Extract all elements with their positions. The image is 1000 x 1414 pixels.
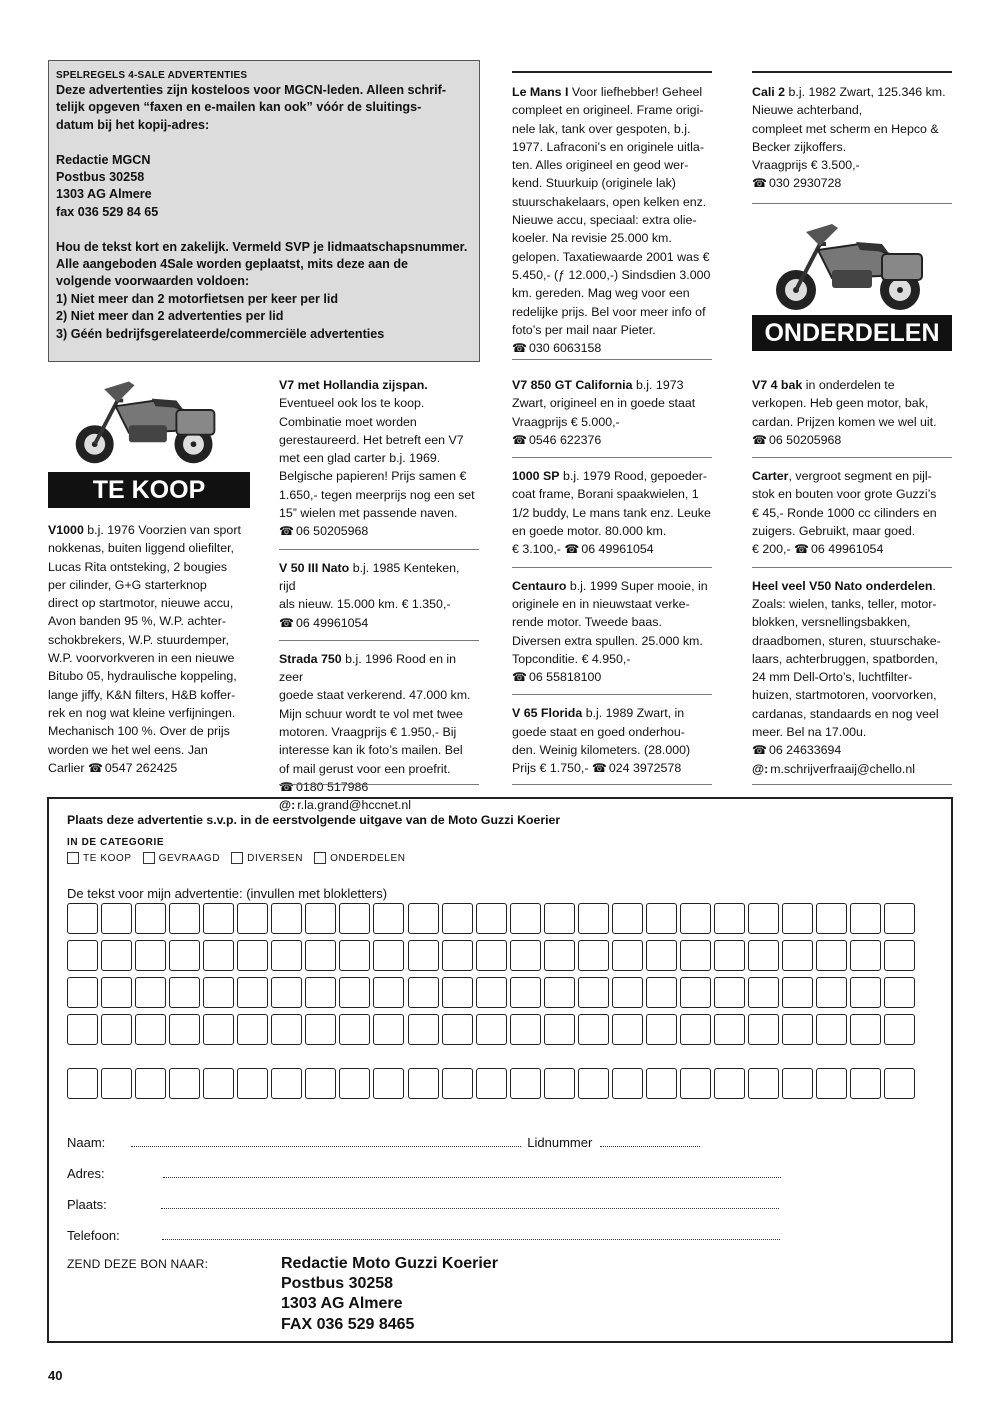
letter-box[interactable] [850,1068,881,1099]
letter-box[interactable] [203,1068,234,1099]
rules-address-1: Redactie MGCN [56,152,151,167]
ad-phone: 0546 622376 [528,432,602,447]
letter-box[interactable] [101,1068,132,1099]
letter-box[interactable] [373,1014,404,1045]
letter-box[interactable] [510,903,541,934]
ad-phone: 06 50205968 [295,524,369,539]
phone-icon: ☎ [752,743,767,758]
ad-name: V7 met Hollandia zijspan. [279,378,428,392]
letter-box[interactable] [578,940,609,971]
letter-box[interactable] [271,940,302,971]
letter-box[interactable] [408,940,439,971]
ad-email[interactable]: m.schrijverfraaij@chello.nl [770,761,916,776]
rules-address-2: Postbus 30258 [56,170,145,185]
ad-phone: 030 2930728 [768,176,842,191]
ad-phone: 06 49961054 [810,542,884,557]
letter-box[interactable] [646,940,677,971]
naam-input[interactable] [131,1146,521,1147]
rules-box [48,60,480,362]
rules-condition-5: 2) Niet meer dan 2 advertenties per lid [56,309,284,324]
ad-carter: Carter, vergroot segment en pijl- stok en bouten voor grote Guzzi’s € 45,- Ronde 1000 cc cilinders en zuigers. Gebruikt, maar goed. € 200,- ☎ 06 49961054 [752,469,937,557]
divider [512,694,712,695]
letter-box[interactable] [271,1068,302,1099]
ad-name: Centauro [512,578,567,593]
divider [752,457,952,458]
ad-phone: 024 3972578 [608,761,682,776]
column-top-rule [752,71,952,73]
ad-cali: Cali 2 b.j. 1982 Zwart, 125.346 km. Nieuwe achterband, compleet met scherm en Hepco & Becker zijkoffers. Vraagprijs € 3.500,- ☎ 030 2930728 [752,85,946,191]
ad-column-1 [48,521,248,777]
letter-box[interactable] [850,903,881,934]
ad-name: 1000 SP [512,469,560,484]
checkbox[interactable] [314,852,326,864]
letter-box[interactable] [442,977,473,1008]
letter-box[interactable] [714,1014,745,1045]
letter-box[interactable] [544,1014,575,1045]
letter-box[interactable] [816,1014,847,1045]
letter-box[interactable] [510,977,541,1008]
ad-phone: 0180 517986 [295,779,369,794]
letter-box[interactable] [782,1014,813,1045]
letter-box[interactable] [67,977,98,1008]
ad-phone: 06 49961054 [581,542,654,557]
ad-name: V7 850 GT California [512,378,633,392]
letter-box[interactable] [612,903,643,934]
rules-address-3: 1303 AG Almere [56,187,152,202]
letter-box[interactable] [884,1068,915,1099]
letter-box[interactable] [714,977,745,1008]
ad-lemans: Le Mans I Voor liefhebber! Geheel compleet en origineel. Frame origi- nele lak, tank over gespoten, b.j. 1977. Lafraconi’s en originele uitla- ten. Alles origineel en geod wer- kend. Stuurkuip (originele lak) stuurschakelaars, open kelken enz. Nieuwe accu, speciaal: extra olie- koeler. Na revisie 25.000 km. gelopen. Taxatiewaarde 2001 was € 5.450,- (ƒ 12.000,-) Sindsdien 3.000 km. gereden. Mag weg voor een redelijke prijs. Bel voor meer info of foto’s per mail naar Pieter. ☎ 030 6063158 [512,85,711,356]
divider [279,784,479,785]
ad-column-3 [512,376,712,778]
divider [279,640,479,641]
category-header-onderdelen: ONDERDELEN [752,315,952,351]
naam-label: Naam: [67,1135,106,1150]
letter-box[interactable] [442,903,473,934]
letter-box[interactable] [169,940,200,971]
letter-box[interactable] [373,903,404,934]
divider [279,549,479,550]
letter-box[interactable] [782,1068,813,1099]
plaats-row [67,1197,779,1212]
letter-box[interactable] [408,1068,439,1099]
ad-v1000: V1000 b.j. 1976 Voorzien van sport nokkenas, buiten liggend oliefilter, Lucas Rita ontsteking, 2 bougies per cilinder, G+G starterknop direct op startmotor, nieuwe accu, Avon banden 95 %, W.P. achter- schokbrekers, W.P. stuurdemper, W.P. voorvorkveren in een nieuwe Bitubo 05, hydraulische koppeling, lange jiffy, K&N filters, H&B koffer- rek en nog wat kleine verfijningen. Mechanisch 100 %. Over de prijs worden we het wel eens. Jan Carlier ☎ 0547 262425 [48,523,241,775]
letter-box[interactable] [373,1068,404,1099]
letter-box[interactable] [135,977,166,1008]
letter-box[interactable] [748,1014,779,1045]
divider [512,457,712,458]
email-icon: @: [752,761,769,776]
ad-name: Strada 750 [279,651,342,666]
letter-box[interactable] [748,903,779,934]
phone-icon: ☎ [512,670,527,685]
letter-box[interactable] [67,940,98,971]
letter-box[interactable] [67,1014,98,1045]
ad-v50-parts: Heel veel V50 Nato onderdelen. Zoals: wielen, tanks, teller, motor- blokken, versnellingsbakken, draadbomen, sturen, stuurschake- laars, achterbruggen, spatborden, 24 mm Dell-Orto’s, luchtfilter- huizen, startmotoren, voorvorken, cardanas, standaards en nog veel meer. Bel na 17.00u. ☎ 06 24633694 @: m.schrijverfraaij@chello.nl [752,578,941,776]
ad-phone: 030 6063158 [528,341,602,356]
letter-box[interactable] [612,1014,643,1045]
letter-box[interactable] [646,1014,677,1045]
checkbox[interactable] [231,852,243,864]
rules-condition-2: Alle aangeboden 4Sale worden geplaatst, mits deze aan de [56,257,409,272]
ad-name: Carter [752,469,789,484]
letter-box[interactable] [203,1014,234,1045]
letter-box[interactable] [203,977,234,1008]
letter-box[interactable] [339,903,370,934]
ad-column-3-top [512,83,712,357]
letter-box[interactable] [578,1068,609,1099]
letter-box[interactable] [748,940,779,971]
divider [752,203,952,204]
letter-box[interactable] [442,1068,473,1099]
ad-phone: 06 49961054 [295,615,369,630]
letter-box[interactable] [67,1068,98,1099]
letter-box[interactable] [135,903,166,934]
letter-box[interactable] [101,1014,132,1045]
letter-box[interactable] [373,940,404,971]
letter-box[interactable] [578,903,609,934]
send-label: ZEND DEZE BON NAAR: [67,1257,209,1271]
phone-icon: ☎ [87,760,103,775]
ad-name: V1000 [48,523,84,537]
letter-box[interactable] [476,1014,507,1045]
letter-box[interactable] [850,977,881,1008]
letter-box[interactable] [271,1014,302,1045]
category-option-gevraagd[interactable]: GEVRAAGD [143,852,220,864]
ad-phone: 06 24633694 [768,743,842,758]
naam-row [67,1135,700,1150]
letter-box[interactable] [816,940,847,971]
letter-box[interactable] [612,1068,643,1099]
letter-box[interactable] [544,1068,575,1099]
ad-v7-hollandia: V7 met Hollandia zijspan. Eventueel ook los te koop. Combinatie moet worden gerestaureerd. Het betreft een V7 met een glad carter b.j. 1969. Belgische papieren! Prijs samen € 1.650,- tegen meerprijs nog een set 15” wielen met passende naven. ☎ 06 50205968 [279,378,475,539]
rules-title: SPELREGELS 4-SALE ADVERTENTIES [56,70,248,81]
letter-box[interactable] [680,1014,711,1045]
ad-v7-4bak: V7 4 bak in onderdelen te verkopen. Heb geen motor, bak, cardan. Prijzen komen we wel uit. ☎ 06 50205968 [752,378,937,447]
letter-box[interactable] [101,903,132,934]
ad-name: Heel veel V50 Nato onderdelen [752,578,933,593]
divider [512,784,712,785]
letter-box[interactable] [408,1014,439,1045]
letter-box[interactable] [135,1068,166,1099]
divider [752,784,952,785]
letter-box[interactable] [135,1014,166,1045]
plaats-input[interactable] [161,1208,779,1209]
ad-column-4-top [752,83,952,213]
letter-box[interactable] [271,903,302,934]
letter-box[interactable] [578,1014,609,1045]
letter-box[interactable] [237,903,268,934]
letter-box[interactable] [816,1068,847,1099]
letter-box[interactable] [169,1014,200,1045]
letter-box[interactable] [680,977,711,1008]
letter-box[interactable] [510,1014,541,1045]
letter-box[interactable] [305,977,336,1008]
phone-icon: ☎ [279,615,294,630]
letter-box[interactable] [101,940,132,971]
ad-name: Le Mans I [512,85,569,99]
letter-box[interactable] [408,977,439,1008]
letter-box[interactable] [408,903,439,934]
ad-name: V 50 III Nato [279,560,350,575]
letter-box[interactable] [339,977,370,1008]
checkbox[interactable] [143,852,155,864]
letter-box[interactable] [714,903,745,934]
text-label: De tekst voor mijn advertentie: (invullen met blokletters) [67,886,388,901]
letter-box[interactable] [680,940,711,971]
letter-box[interactable] [544,940,575,971]
letter-box[interactable] [135,940,166,971]
ad-phone: 06 55818100 [528,670,602,685]
adres-row [67,1166,781,1181]
send-address: Redactie Moto Guzzi Koerier Postbus 30258 1303 AG Almere FAX 036 529 8465 [281,1255,498,1333]
letter-box[interactable] [237,940,268,971]
letter-box[interactable] [884,940,915,971]
phone-icon: ☎ [794,542,809,557]
ad-column-4 [752,376,952,778]
category-label: IN DE CATEGORIE [67,837,165,848]
letter-box[interactable] [544,977,575,1008]
phone-icon: ☎ [512,341,527,356]
ad-v65-florida: V 65 Florida b.j. 1989 Zwart, in goede staat en goed onderhou- den. Weinig kilometers. (28.000) Prijs € 1.750,- ☎ 024 3972578 [512,706,691,776]
rules-intro-1: Deze advertenties zijn kosteloos voor MGCN-leden. Alleen schrif- [56,83,447,97]
ad-phone: 06 50205968 [768,432,842,447]
letter-box[interactable] [442,1014,473,1045]
phone-icon: ☎ [591,761,607,776]
rules-condition-6: 3) Géén bedrijfsgerelateerde/commerciële advertenties [56,326,385,341]
page-number: 40 [48,1368,63,1383]
telefoon-label: Telefoon: [67,1228,120,1243]
phone-icon: ☎ [564,542,580,557]
letter-box[interactable] [578,977,609,1008]
phone-icon: ☎ [752,176,767,191]
letter-box[interactable] [237,977,268,1008]
rules-condition-1: Hou de tekst kort en zakelijk. Vermeld SVP je lidmaatschapsnummer. [56,239,468,254]
letter-box[interactable] [203,940,234,971]
ad-email[interactable]: r.la.grand@hccnet.nl [297,798,412,813]
letter-box[interactable] [476,1068,507,1099]
ad-centauro: Centauro b.j. 1999 Super mooie, in originele en in nieuwstaat verke- rende motor. Tweede baas. Diversen extra spullen. 25.000 km. Topconditie. € 4.950,- ☎ 06 55818100 [512,578,708,685]
letter-box[interactable] [373,977,404,1008]
letter-box[interactable] [169,977,200,1008]
ad-order-form [47,797,953,1343]
rules-intro-2: telijk opgeven “faxen en e-mailen kan ook” vóór de sluitings- [56,100,422,115]
ad-column-2 [279,376,479,815]
phone-icon: ☎ [752,432,767,447]
letter-box[interactable] [339,1014,370,1045]
letter-box[interactable] [339,1068,370,1099]
rules-condition-3: volgende voorwaarden voldoen: [56,274,250,289]
rules-address-4: fax 036 529 84 65 [56,204,159,219]
letter-box[interactable] [680,1068,711,1099]
letter-box[interactable] [782,903,813,934]
letter-box[interactable] [510,940,541,971]
form-title: Plaats deze advertentie s.v.p. in de eerstvolgende uitgave van de Moto Guzzi Koerier [67,813,561,827]
category-header-te-koop: TE KOOP [48,472,250,508]
letter-box[interactable] [476,940,507,971]
letter-box[interactable] [101,977,132,1008]
letter-box[interactable] [612,977,643,1008]
category-option-onderdelen[interactable]: ONDERDELEN [314,852,405,864]
lidnummer-label: Lidnummer [527,1135,593,1150]
letter-box[interactable] [714,1068,745,1099]
ad-name: V7 4 bak [752,378,803,392]
ad-name: Cali 2 [752,85,786,99]
divider [752,567,952,568]
letter-box[interactable] [850,940,881,971]
letter-box[interactable] [305,1068,336,1099]
letter-box[interactable] [850,1014,881,1045]
divider [512,567,712,568]
plaats-label: Plaats: [67,1197,107,1212]
letter-box[interactable] [305,903,336,934]
telefoon-input[interactable] [162,1239,780,1240]
letter-box[interactable] [782,940,813,971]
letter-box[interactable] [169,1068,200,1099]
email-icon: @: [279,798,296,813]
letter-box[interactable] [680,903,711,934]
rules-condition-4: 1) Niet meer dan 2 motorfietsen per keer per lid [56,291,339,306]
divider [512,359,712,360]
letter-box[interactable] [237,1068,268,1099]
ad-name: V 65 Florida [512,706,583,721]
letter-box[interactable] [782,977,813,1008]
ad-v7-california: V7 850 GT California b.j. 1973 Zwart, origineel en in goede staat Vraagprijs € 5.000,- ☎ 0546 622376 [512,378,696,447]
category-option-te-koop[interactable]: TE KOOP [67,852,132,864]
lidnummer-input[interactable] [600,1146,700,1147]
ad-strada: Strada 750 b.j. 1996 Rood en in zeer goede staat verkerend. 47.000 km. Mijn schuur wordt te vol met twee motoren. Vraagprijs € 1.950,- Bij interesse kan ik foto’s mailen. Bel of mail gerust voor een proefrit. ☎ 0180 517986 @: r.la.grand@hccnet.nl [279,651,471,813]
letter-box[interactable] [884,977,915,1008]
adres-label: Adres: [67,1166,105,1181]
letter-box[interactable] [884,1014,915,1045]
checkbox[interactable] [67,852,79,864]
ad-v50-nato: V 50 III Nato b.j. 1985 Kenteken, rijd als nieuw. 15.000 km. € 1.350,- ☎ 06 49961054 [279,560,460,630]
letter-box[interactable] [476,977,507,1008]
phone-icon: ☎ [279,524,294,539]
letter-box[interactable] [816,977,847,1008]
letter-box[interactable] [476,903,507,934]
phone-icon: ☎ [512,432,527,447]
letter-box[interactable] [884,903,915,934]
letter-box[interactable] [442,940,473,971]
letter-box[interactable] [169,903,200,934]
phone-icon: ☎ [279,779,294,794]
letter-box[interactable] [748,977,779,1008]
letter-box[interactable] [305,1014,336,1045]
category-option-diversen[interactable]: DIVERSEN [231,852,303,864]
ad-1000sp: 1000 SP b.j. 1979 Rood, gepoeder- coat frame, Borani spaakwielen, 1 1/2 buddy, Le mans tank enz. Leuke en goede motor. 80.000 km. € 3.100,- ☎ 06 49961054 [512,469,711,557]
letter-box[interactable] [646,1068,677,1099]
column-top-rule [512,71,712,73]
letter-box[interactable] [510,1068,541,1099]
letter-box[interactable] [612,940,643,971]
letter-box[interactable] [646,977,677,1008]
category-checkboxes [67,852,417,864]
letter-box[interactable] [203,903,234,934]
telefoon-row [67,1228,780,1243]
letter-box[interactable] [816,903,847,934]
motorcycle-illustration [66,372,226,467]
letter-box[interactable] [714,940,745,971]
letter-box[interactable] [237,1014,268,1045]
letter-box[interactable] [305,940,336,971]
letter-box[interactable] [339,940,370,971]
rules-intro-3: datum bij het kopij-adres: [56,117,210,132]
letter-box[interactable] [271,977,302,1008]
letter-box[interactable] [67,903,98,934]
letter-box[interactable] [748,1068,779,1099]
adres-input[interactable] [163,1177,781,1178]
letter-box[interactable] [544,903,575,934]
motorcycle-illustration [770,214,930,314]
ad-phone: 0547 262425 [104,760,178,775]
letter-box[interactable] [646,903,677,934]
